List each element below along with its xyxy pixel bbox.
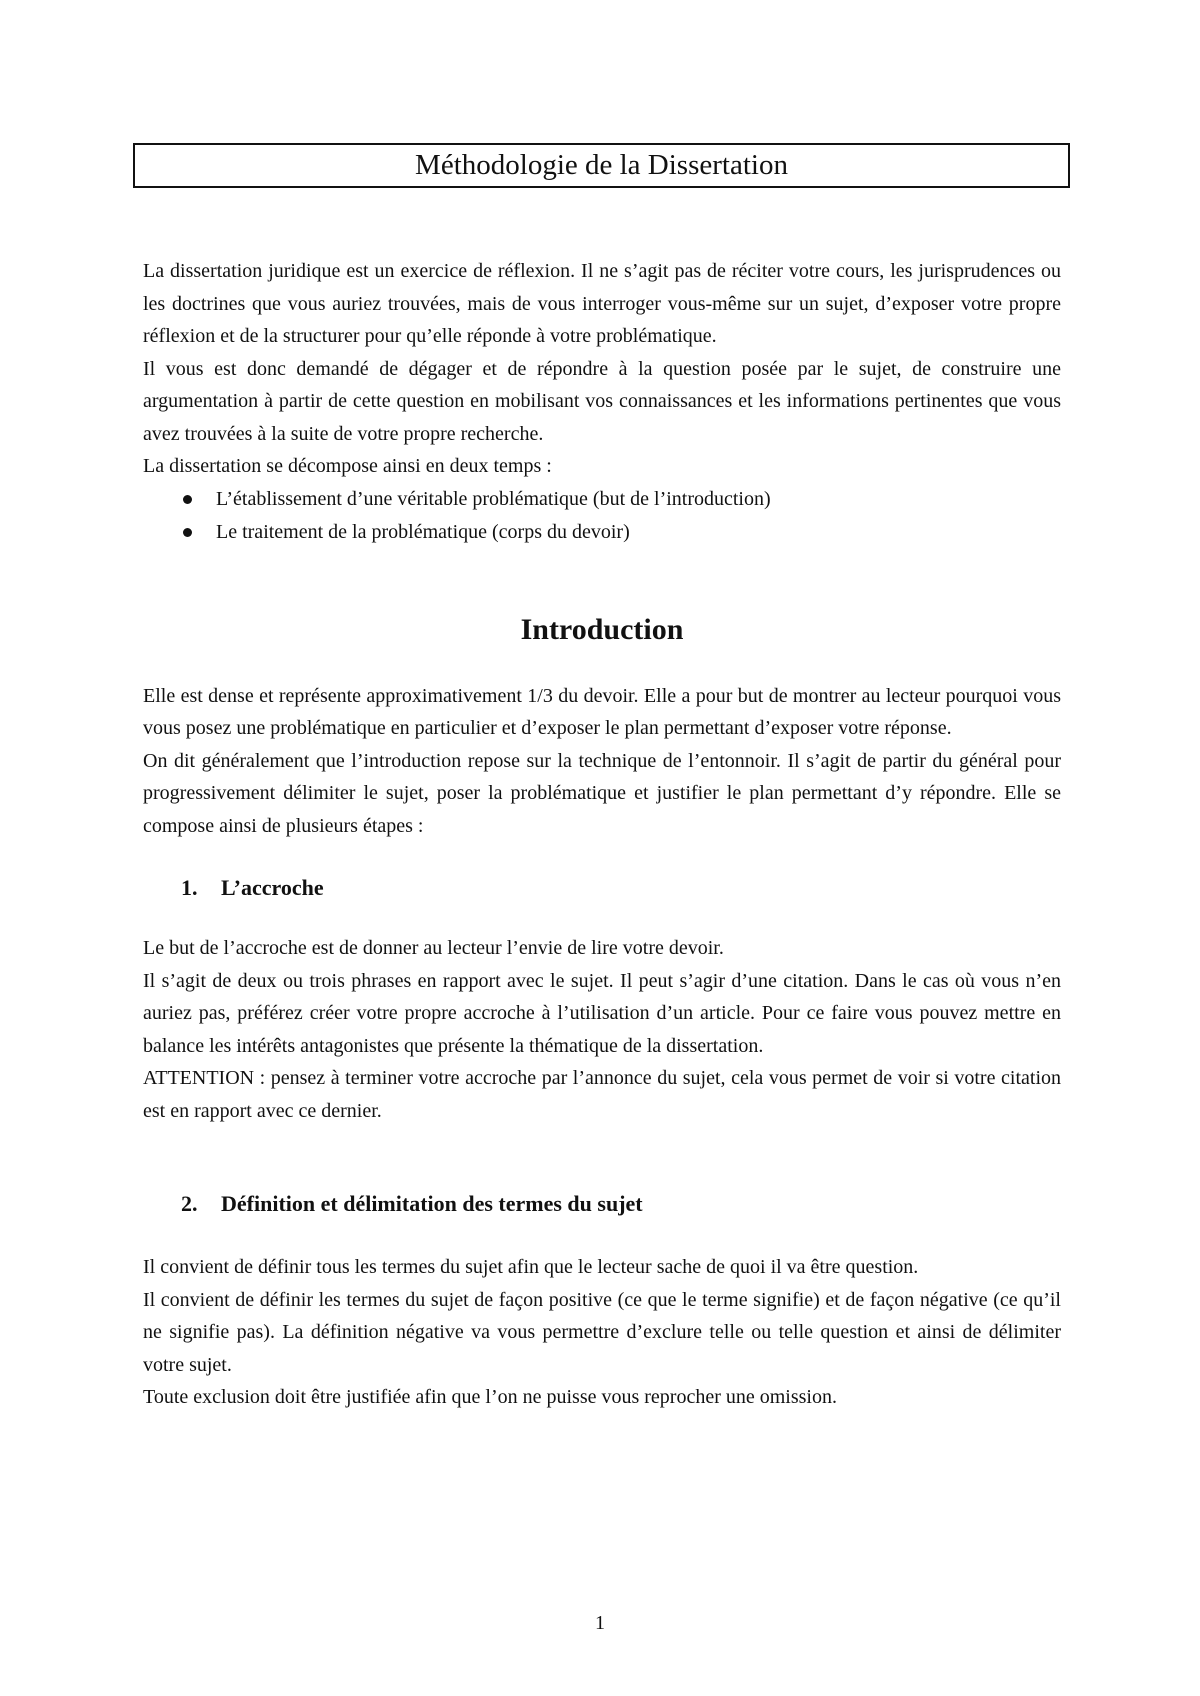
introduction-paragraph: Elle est dense et représente approximativement 1/3 du devoir. Elle a pour but de montrer au lecteur pourquoi vous vous posez une problématique en particulier et d’exposer le plan permettant d’exposer votre réponse.	[143, 684, 1061, 739]
intro-paragraph: Il vous est donc demandé de dégager et de répondre à la question posée par le sujet, de construire une argumentation à partir de cette question en mobilisant vos connaissances et les informations pertinentes que vous avez trouvées à la suite de votre propre recherche.	[143, 357, 1061, 445]
page-number: 1	[595, 1612, 605, 1634]
document-body	[143, 255, 1061, 1414]
bullet-item	[143, 516, 1061, 549]
bullet-dot-icon	[183, 528, 192, 537]
introduction-paragraph: On dit généralement que l’introduction repose sur la technique de l’entonnoir. Il s’agit de partir du général pour progressivement délimiter le sujet, poser la problématique et justifier le plan permettant d’y répondre. Elle se compose ainsi de plusieurs étapes :	[143, 749, 1061, 837]
bullet-text: L’établissement d’une véritable problématique (but de l’introduction)	[216, 487, 771, 510]
intro-paragraph: La dissertation juridique est un exercice de réflexion. Il ne s’agit pas de réciter votre cours, les jurisprudences ou les doctrines que vous auriez trouvées, mais de vous interroger vous-même sur un sujet, d’exposer votre propre réflexion et de la structurer pour qu’elle réponde à votre problématique.	[143, 260, 1061, 347]
subsection-heading-accroche	[143, 872, 1061, 904]
title-box	[133, 143, 1070, 188]
bullet-list	[143, 483, 1061, 549]
definition-paragraph: Il convient de définir tous les termes du sujet afin que le lecteur sache de quoi il va être question.	[143, 1256, 919, 1278]
subsection-number: 2.	[181, 1191, 198, 1216]
accroche-paragraph: Il s’agit de deux ou trois phrases en rapport avec le sujet. Il peut s’agir d’une citation. Dans le cas où vous n’en auriez pas, préférez créer votre propre accroche à l’utilisation d’un article. Pour ce faire vous pouvez mettre en balance les intérêts antagonistes que présente la thématique de la dissertation.	[143, 969, 1061, 1057]
bullet-text: Le traitement de la problématique (corps du devoir)	[216, 520, 630, 543]
subsection-title: L’accroche	[221, 875, 324, 900]
subsection-heading-definition	[143, 1188, 1061, 1220]
definition-paragraph: Il convient de définir les termes du sujet de façon positive (ce que le terme signifie) et de façon négative (ce qu’il ne signifie pas). La définition négative va vous permettre d’exclure telle ou telle question et ainsi de délimiter votre sujet.	[143, 1288, 1061, 1376]
section-heading-introduction: Introduction	[520, 612, 684, 646]
accroche-paragraph: Le but de l’accroche est de donner au lecteur l’envie de lire votre devoir.	[143, 937, 724, 959]
document-title: Méthodologie de la Dissertation	[415, 149, 788, 181]
bullet-item	[143, 483, 1061, 516]
subsection-number: 1.	[181, 875, 198, 900]
definition-paragraph: Toute exclusion doit être justifiée afin que l’on ne puisse vous reprocher une omission.	[143, 1386, 837, 1408]
accroche-paragraph: ATTENTION : pensez à terminer votre accroche par l’annonce du sujet, cela vous permet de voir si votre citation est en rapport avec ce dernier.	[143, 1067, 1061, 1122]
subsection-title: Définition et délimitation des termes du sujet	[221, 1191, 643, 1216]
intro-paragraph: La dissertation se décompose ainsi en deux temps :	[143, 455, 552, 477]
bullet-dot-icon	[183, 495, 192, 504]
